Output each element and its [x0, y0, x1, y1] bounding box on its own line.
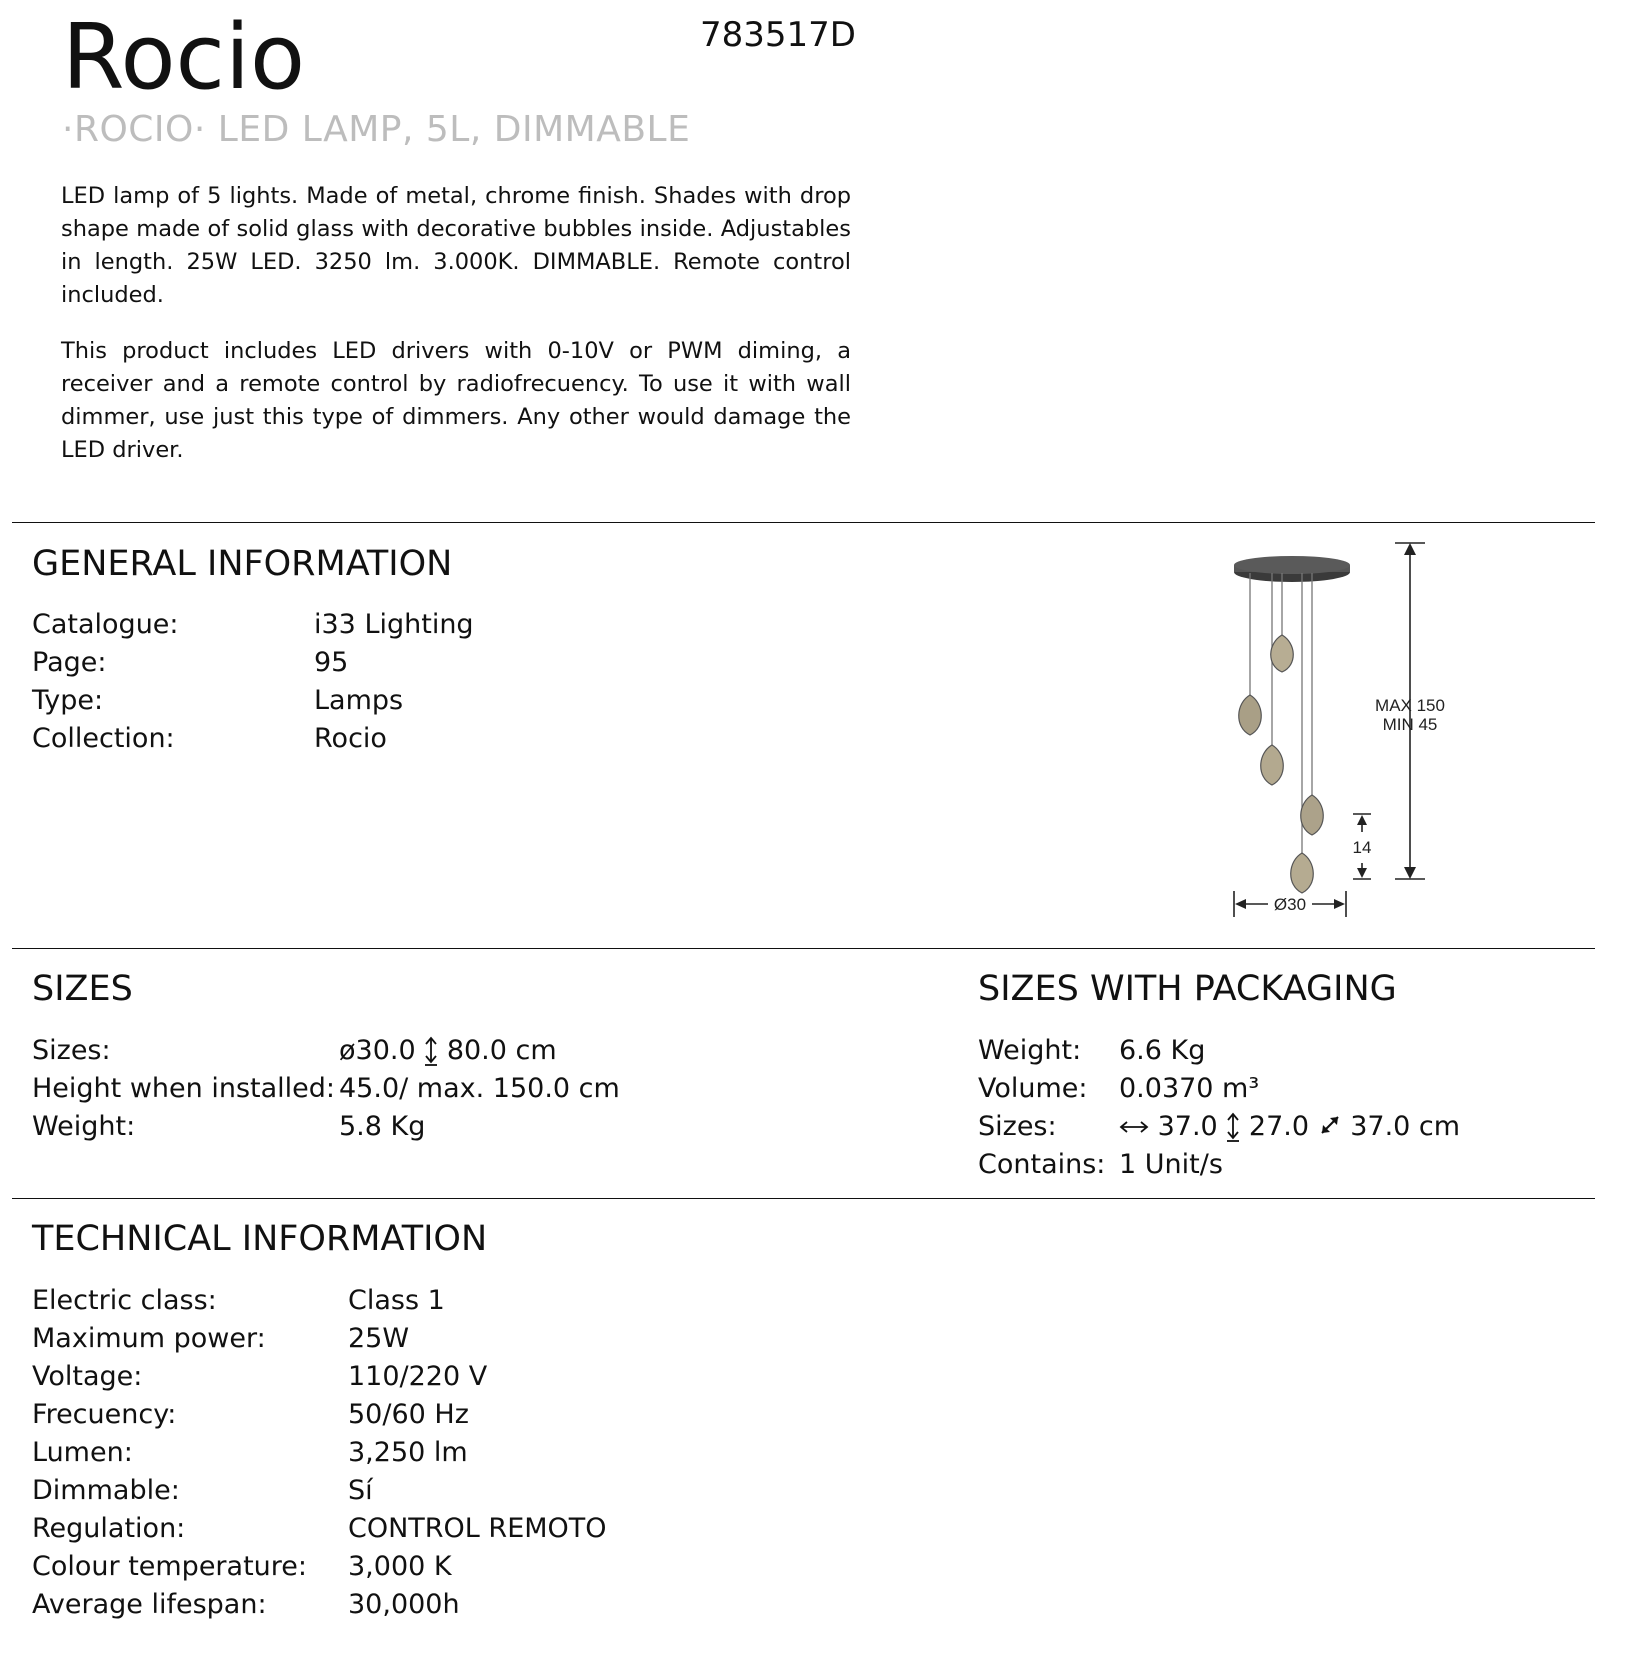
row-label: Colour temperature:	[32, 1551, 307, 1582]
row-value: 110/220 V	[348, 1361, 488, 1392]
row-label: Average lifespan:	[32, 1589, 267, 1620]
row-value	[1119, 1110, 1460, 1144]
row-value: 3,000 K	[348, 1551, 452, 1582]
row-label: Weight:	[978, 1035, 1082, 1066]
row-label: Type:	[32, 685, 104, 716]
height-value: 80.0 cm	[446, 1035, 557, 1066]
height-arrow-icon	[1226, 1110, 1240, 1144]
sizes-heading: SIZES	[32, 969, 133, 1009]
row-value: Rocio	[314, 723, 387, 754]
row-label: Maximum power:	[32, 1323, 266, 1354]
shade-height-label: 14	[1352, 838, 1372, 857]
width-value: 37.0	[1157, 1111, 1218, 1142]
row-label: Regulation:	[32, 1513, 186, 1544]
row-label: Contains:	[978, 1149, 1106, 1180]
row-value: 50/60 Hz	[348, 1399, 469, 1430]
height-value: 27.0	[1248, 1111, 1310, 1142]
row-label: Electric class:	[32, 1285, 217, 1316]
technical-information-heading: TECHNICAL INFORMATION	[32, 1219, 488, 1259]
row-value: 5.8 Kg	[339, 1111, 426, 1142]
depth-value: 37.0 cm	[1350, 1111, 1461, 1142]
row-label: Volume:	[978, 1073, 1088, 1104]
row-value: 0.0370 m³	[1119, 1073, 1260, 1104]
row-value: 95	[314, 647, 349, 678]
row-label: Frecuency:	[32, 1399, 177, 1430]
glass-shades	[1239, 635, 1324, 893]
row-label: Dimmable:	[32, 1475, 180, 1506]
height-min-label: MIN 45	[1382, 715, 1438, 734]
row-label: Height when installed:	[32, 1073, 335, 1104]
general-information-heading: GENERAL INFORMATION	[32, 544, 453, 584]
row-value: 25W	[348, 1323, 410, 1354]
row-label: Sizes:	[32, 1035, 111, 1066]
section-divider	[12, 522, 1595, 523]
section-divider	[12, 1198, 1595, 1199]
width-arrow-icon	[1119, 1110, 1149, 1144]
product-subtitle: ·ROCIO· LED LAMP, 5L, DIMMABLE	[62, 109, 691, 150]
lamp-dimension-drawing	[1210, 535, 1470, 935]
row-value: 3,250 lm	[348, 1437, 468, 1468]
row-value: 1 Unit/s	[1119, 1149, 1223, 1180]
section-divider	[12, 948, 1595, 949]
diameter-value: ø30.0	[339, 1035, 416, 1066]
row-label: Catalogue:	[32, 609, 179, 640]
height-max-label: MAX 150	[1375, 696, 1445, 715]
canopy-top	[1234, 556, 1350, 574]
row-value	[339, 1034, 557, 1068]
row-label: Sizes:	[978, 1111, 1057, 1142]
depth-arrow-icon	[1318, 1110, 1342, 1144]
row-value: i33 Lighting	[314, 609, 474, 640]
row-value: 45.0/ max. 150.0 cm	[339, 1073, 620, 1104]
row-label: Collection:	[32, 723, 175, 754]
product-code: 783517D	[700, 15, 856, 55]
row-label: Weight:	[32, 1111, 136, 1142]
row-value: CONTROL REMOTO	[348, 1513, 607, 1544]
row-value: 30,000h	[348, 1589, 460, 1620]
row-value: Class 1	[348, 1285, 445, 1316]
packaging-heading: SIZES WITH PACKAGING	[978, 969, 1397, 1009]
height-arrow-icon	[424, 1034, 438, 1068]
row-value: Sí	[348, 1475, 373, 1506]
row-label: Lumen:	[32, 1437, 133, 1468]
row-value: 6.6 Kg	[1119, 1035, 1206, 1066]
diameter-label: Ø30	[1273, 895, 1307, 914]
row-label: Voltage:	[32, 1361, 143, 1392]
product-name: Rocio	[62, 5, 306, 110]
driver-note-paragraph: This product includes LED drivers with 0-10V or PWM diming, a receiver and a remote control by radiofrecuency. To use it with wall dimmer, use just this type of dimmers. Any other would damage the LED driver.	[61, 338, 851, 463]
row-label: Page:	[32, 647, 107, 678]
row-value: Lamps	[314, 685, 404, 716]
description-paragraph: LED lamp of 5 lights. Made of metal, chrome finish. Shades with drop shape made of solid glass with decorative bubbles inside. Adjustables in length. 25W LED. 3250 lm. 3.000K. DIMMABLE. Remote control included.	[61, 183, 851, 308]
